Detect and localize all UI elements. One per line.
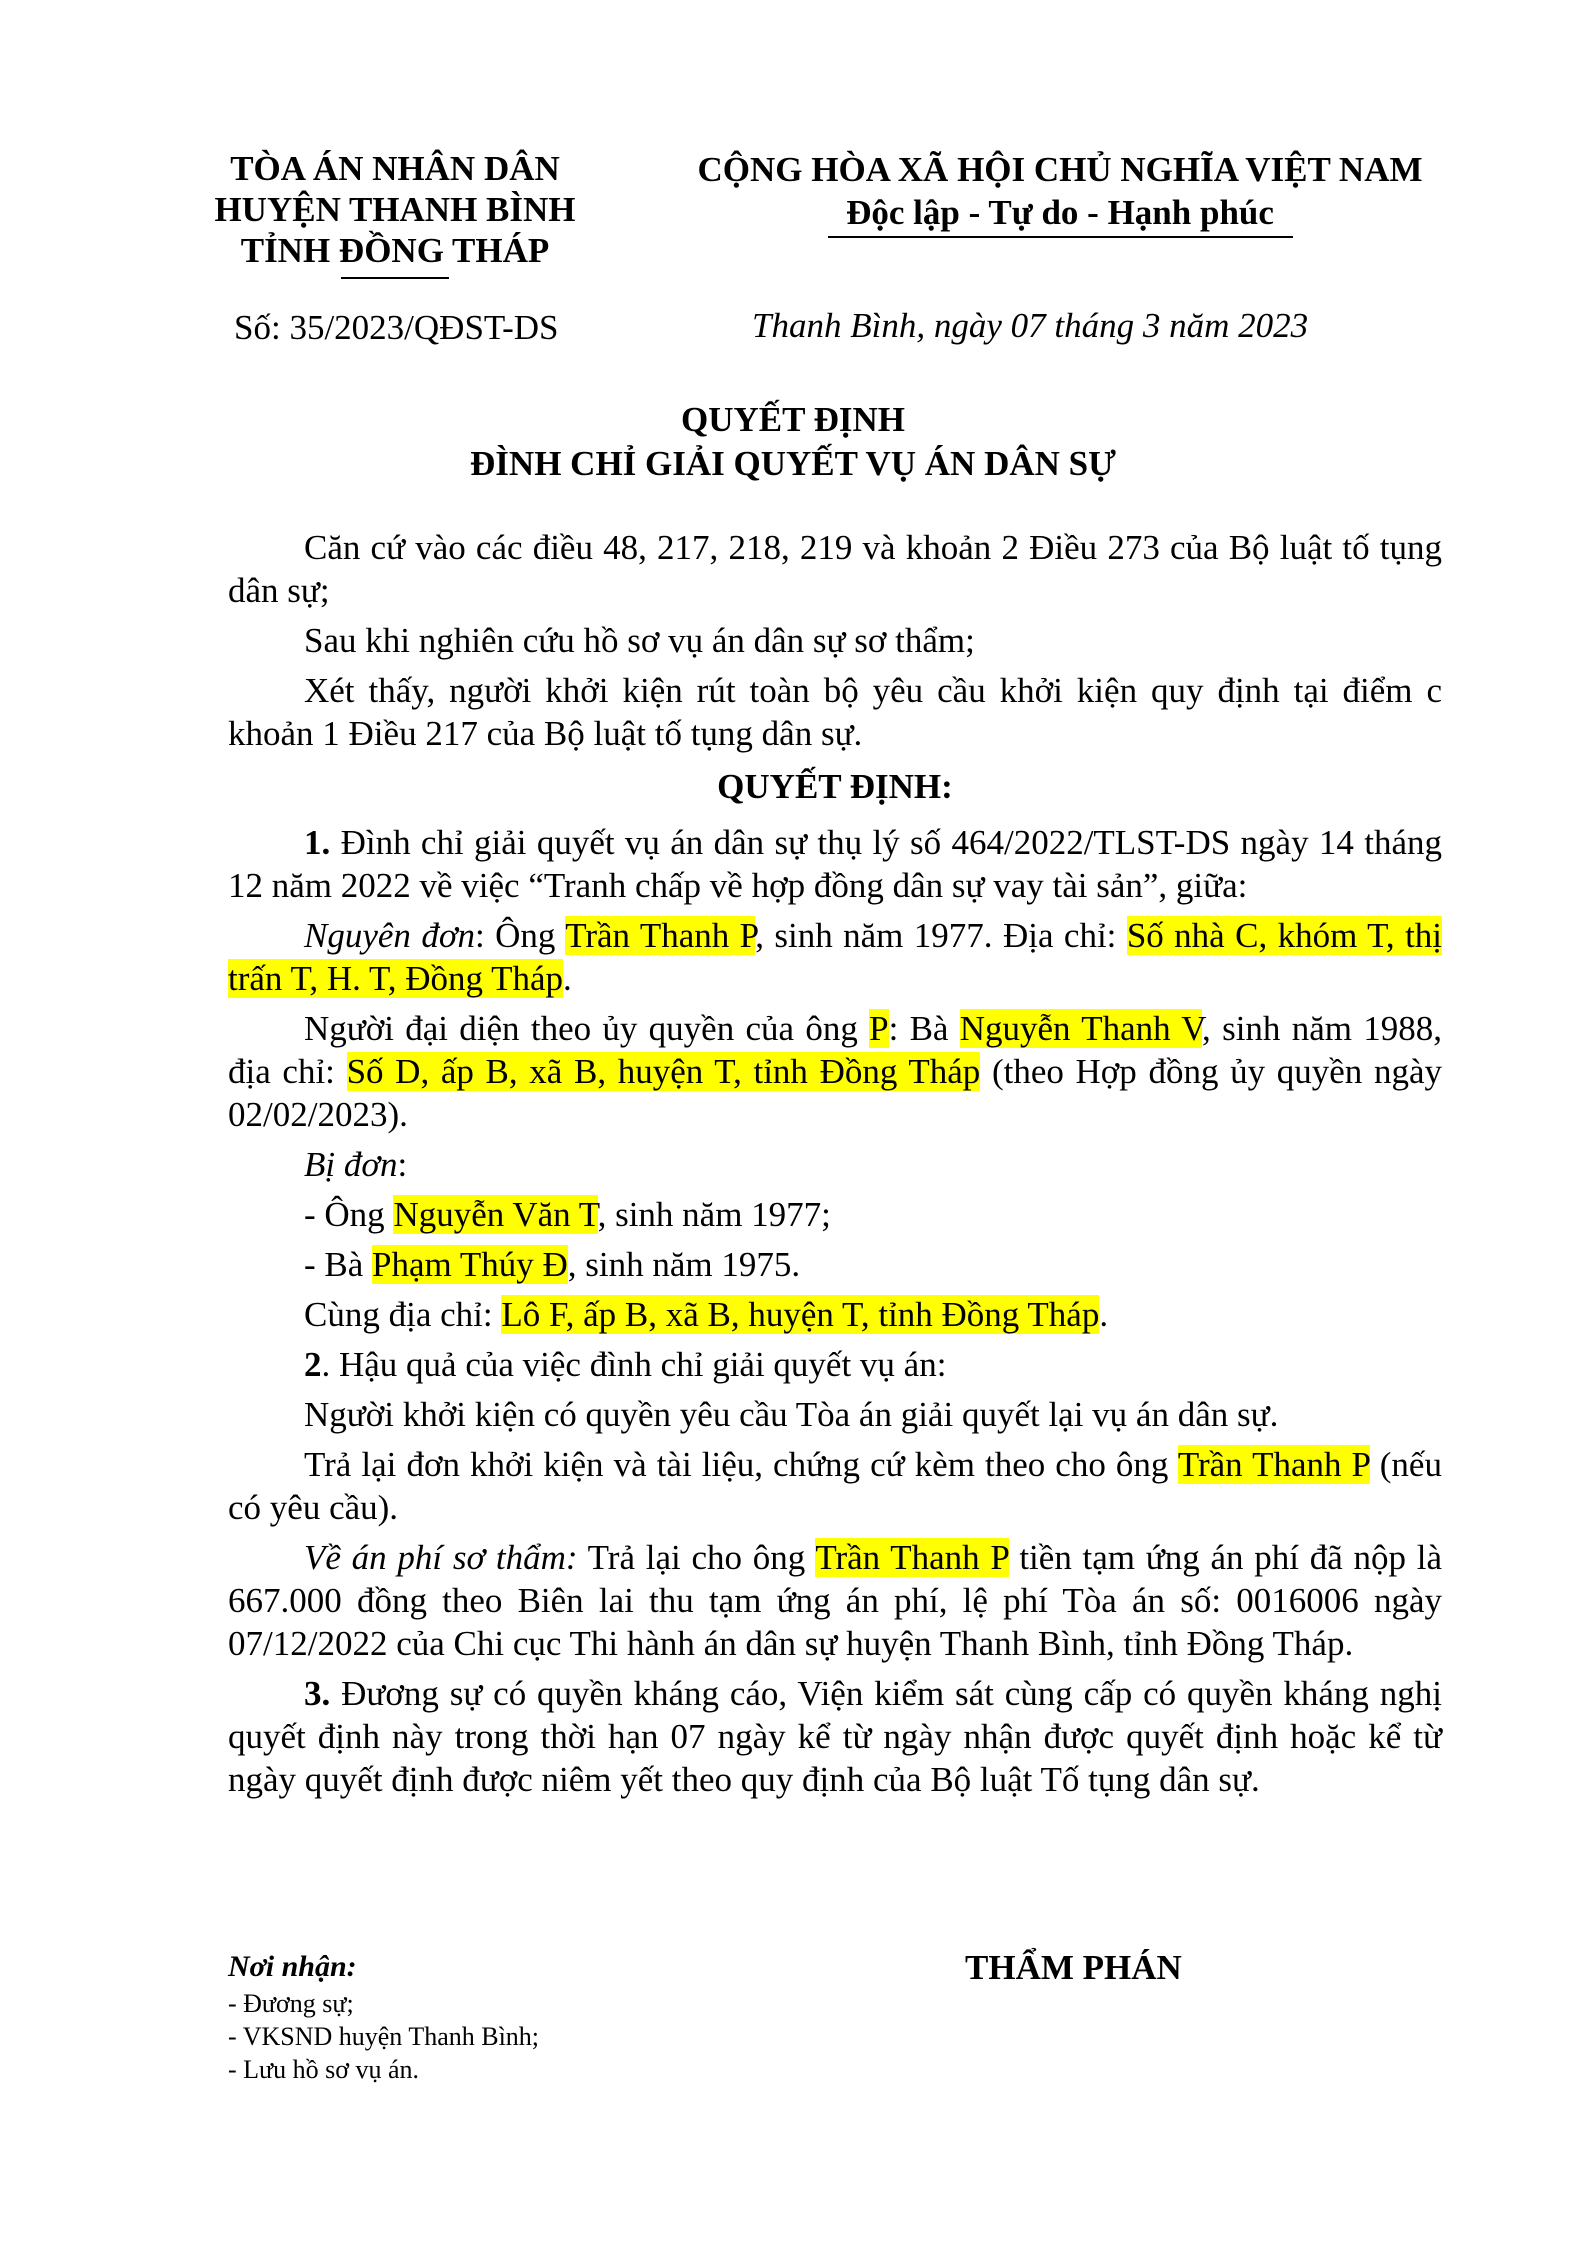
defendant-1 bbox=[228, 1193, 1442, 1236]
defendant-address-value: Lô F, ấp B, xã B, huyện T, tỉnh Đồng Tháp bbox=[501, 1295, 1100, 1334]
item-2-text: . Hậu quả của việc đình chỉ giải quyết vụ án: bbox=[321, 1345, 947, 1384]
recipient-item: - VKSND huyện Thanh Bình; bbox=[228, 2022, 540, 2051]
representative-text: Người đại diện theo ủy quyền của ông bbox=[304, 1009, 870, 1048]
item-1-text: Đình chỉ giải quyết vụ án dân sự thụ lý số 464/2022/TLST-DS ngày 14 tháng 12 năm 2022 về việc “Tranh chấp về hợp đồng dân sự vay tài sản”, giữa: bbox=[228, 823, 1442, 905]
decision-item-3 bbox=[228, 1672, 1442, 1801]
defendant-heading bbox=[228, 1143, 1442, 1186]
court-name-line3: TỈNH ĐỒNG THÁP bbox=[240, 231, 550, 270]
defendant-1-name: Nguyễn Văn T bbox=[393, 1195, 598, 1234]
defendant-address-suffix: . bbox=[1099, 1295, 1109, 1334]
title-line2: ĐÌNH CHỈ GIẢI QUYẾT VỤ ÁN DÂN SỰ bbox=[470, 444, 1116, 483]
return-documents-text: Trả lại đơn khởi kiện và tài liệu, chứng cứ kèm theo cho ông bbox=[304, 1445, 1178, 1484]
recipients-block bbox=[228, 1950, 539, 2086]
plaintiff-text: , sinh năm 1977. Địa chỉ: bbox=[755, 916, 1127, 955]
country-name: CỘNG HÒA XÃ HỘI CHỦ NGHĨA VIỆT NAM bbox=[697, 150, 1423, 189]
representative-principal: P bbox=[869, 1009, 889, 1048]
plaintiff-paragraph bbox=[228, 914, 1442, 1000]
defendant-1-suffix: , sinh năm 1977; bbox=[597, 1195, 831, 1234]
title-line1: QUYẾT ĐỊNH bbox=[681, 400, 905, 439]
court-name-underline bbox=[341, 277, 449, 279]
preamble-legal-basis: Căn cứ vào các điều 48, 217, 218, 219 và khoản 2 Điều 273 của Bộ luật tố tụng dân sự; bbox=[228, 528, 1442, 610]
national-motto-block bbox=[660, 148, 1460, 238]
recipient-item: - Lưu hồ sơ vụ án. bbox=[228, 2055, 420, 2084]
defendant-2-name: Phạm Thúy Đ bbox=[372, 1245, 568, 1284]
defendant-2 bbox=[228, 1243, 1442, 1286]
court-name-line1: TÒA ÁN NHÂN DÂN bbox=[230, 149, 560, 188]
document-date: Thanh Bình, ngày 07 tháng 3 năm 2023 bbox=[752, 306, 1309, 345]
defendant-label-colon: : bbox=[397, 1145, 408, 1184]
document-title bbox=[0, 398, 1586, 486]
defendant-2-suffix: , sinh năm 1975. bbox=[567, 1245, 801, 1284]
court-fee-label: Về án phí sơ thẩm: bbox=[304, 1538, 578, 1577]
return-documents-name: Trần Thanh P bbox=[1177, 1445, 1370, 1484]
defendant-1-prefix: - Ông bbox=[304, 1195, 394, 1234]
document-body bbox=[228, 526, 1442, 1808]
plaintiff-text: : Ông bbox=[475, 916, 566, 955]
defendant-label: Bị đơn bbox=[304, 1145, 398, 1184]
national-motto: Độc lập - Tự do - Hạnh phúc bbox=[846, 193, 1274, 232]
defendant-address-prefix: Cùng địa chỉ: bbox=[304, 1295, 502, 1334]
item-2-return-documents bbox=[228, 1443, 1442, 1529]
decision-heading: QUYẾT ĐỊNH: bbox=[717, 767, 953, 806]
item-2-right-to-refile: Người khởi kiện có quyền yêu cầu Tòa án giải quyết lại vụ án dân sự. bbox=[304, 1395, 1279, 1434]
recipient-item: - Đương sự; bbox=[228, 1989, 354, 2018]
representative-paragraph bbox=[228, 1007, 1442, 1136]
defendant-2-prefix: - Bà bbox=[304, 1245, 373, 1284]
representative-name: Nguyễn Thanh V bbox=[959, 1009, 1203, 1048]
defendant-address bbox=[228, 1293, 1442, 1336]
document-number: Số: 35/2023/QĐST-DS bbox=[234, 308, 559, 347]
plaintiff-address: Số nhà C, khóm T, thị trấn T, H. T, Đồng Tháp bbox=[228, 916, 1443, 998]
recipients-heading: Nơi nhận: bbox=[228, 1950, 357, 1983]
item-3-number: 3. bbox=[304, 1674, 331, 1713]
representative-text: : Bà bbox=[888, 1009, 960, 1048]
plaintiff-text: . bbox=[563, 959, 572, 998]
court-fee-text: Trả lại cho ông bbox=[577, 1538, 816, 1577]
preamble-finding: Xét thấy, người khởi kiện rút toàn bộ yêu cầu khởi kiện quy định tại điểm c khoản 1 Điều 217 của Bộ luật tố tụng dân sự. bbox=[228, 671, 1442, 753]
representative-text: (theo Hợp đồng ủy quyền ngày 02/02/2023). bbox=[228, 1052, 1442, 1134]
decision-item-1 bbox=[228, 821, 1442, 907]
motto-underline bbox=[828, 236, 1293, 238]
plaintiff-name: Trần Thanh P bbox=[565, 916, 756, 955]
court-name-line2: HUYỆN THANH BÌNH bbox=[214, 190, 576, 229]
preamble-review: Sau khi nghiên cứu hồ sơ vụ án dân sự sơ thẩm; bbox=[304, 621, 975, 660]
item-1-number: 1. bbox=[304, 823, 331, 862]
plaintiff-label: Nguyên đơn bbox=[304, 916, 476, 955]
court-name-block bbox=[170, 148, 620, 279]
representative-text: , sinh năm 1988, địa chỉ: bbox=[228, 1009, 1442, 1091]
decision-item-2 bbox=[228, 1343, 1442, 1386]
court-fee-name: Trần Thanh P bbox=[815, 1538, 1009, 1577]
representative-address: Số D, ấp B, xã B, huyện T, tỉnh Đồng Tháp bbox=[346, 1052, 981, 1091]
return-documents-text: (nếu có yêu cầu). bbox=[228, 1445, 1442, 1527]
item-3-text: Đương sự có quyền kháng cáo, Viện kiểm sát cùng cấp có quyền kháng nghị quyết định này trong thời hạn 07 ngày kể từ ngày nhận được quyết định hoặc kể từ ngày quyết định được niêm yết theo quy định của Bộ luật Tố tụng dân sự. bbox=[228, 1674, 1442, 1799]
signature-title: THẨM PHÁN bbox=[965, 1948, 1182, 1987]
item-2-number: 2 bbox=[304, 1345, 322, 1384]
item-2-court-fee bbox=[228, 1536, 1442, 1665]
court-fee-text: tiền tạm ứng án phí đã nộp là 667.000 đồng theo Biên lai thu tạm ứng án phí, lệ phí Tòa án số: 0016006 ngày 07/12/2022 của Chi cục Thi hành án dân sự huyện Thanh Bình, tỉnh Đồng Tháp. bbox=[228, 1538, 1442, 1663]
